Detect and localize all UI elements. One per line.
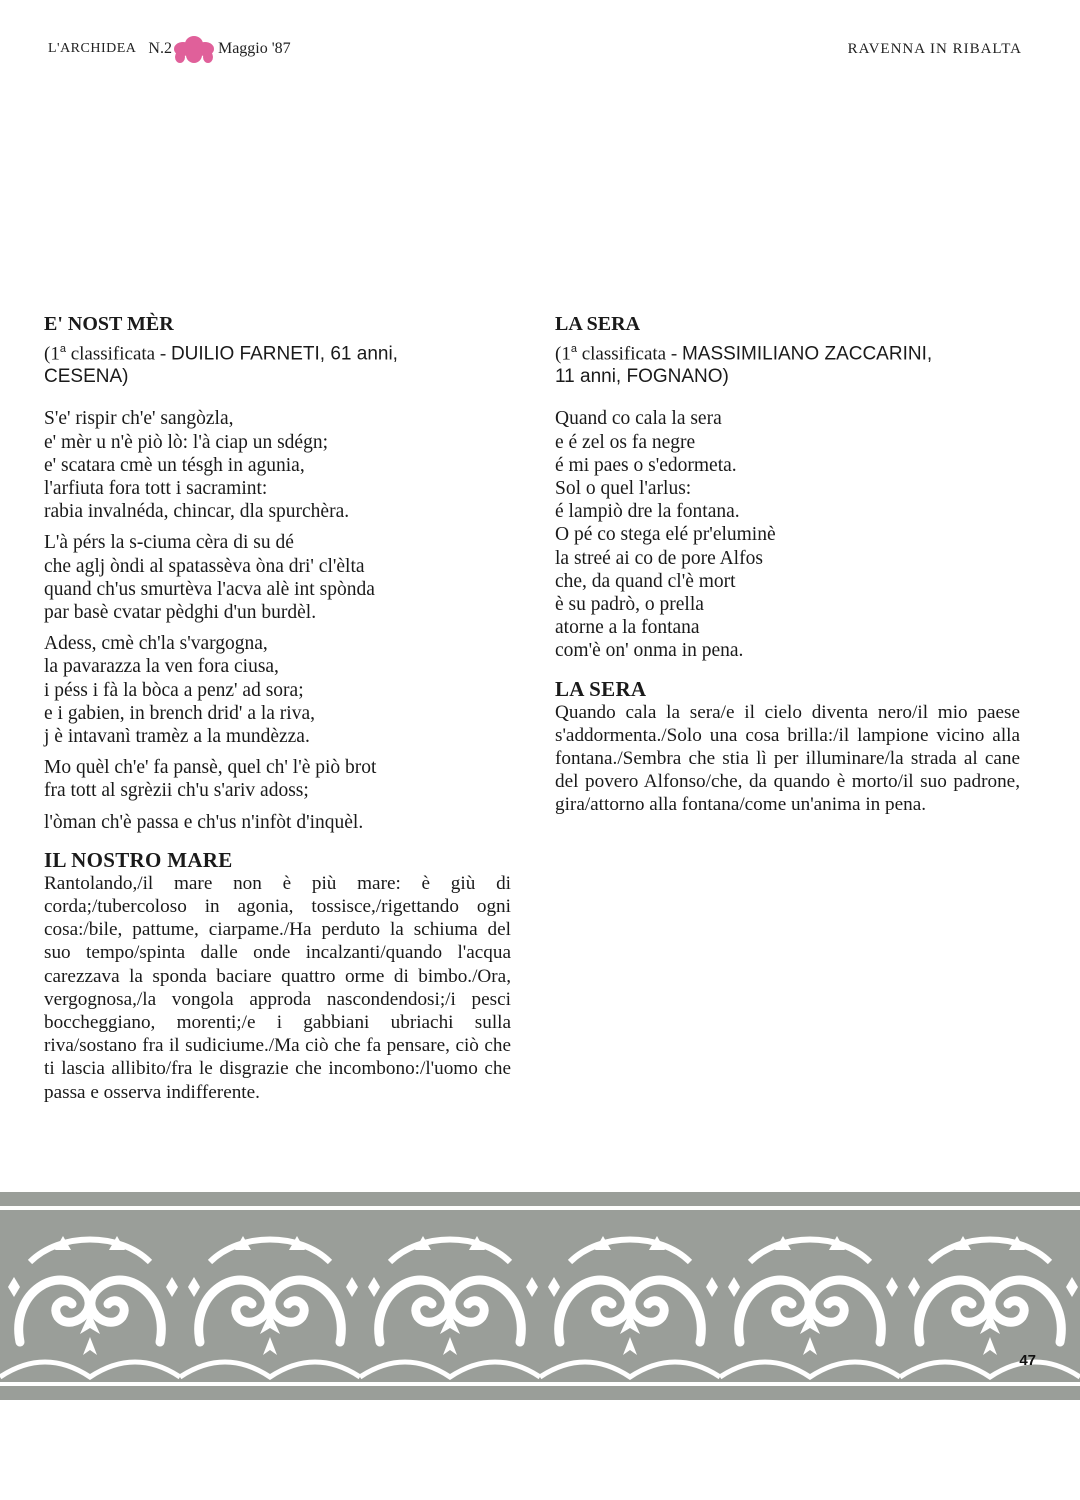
poem-stanza (44, 531, 511, 624)
poem-line: Sol o quel l'arlus: (555, 477, 692, 499)
poem-line: Quand co cala la sera (555, 408, 722, 430)
poem-line: è su padrò, o prella (555, 593, 704, 615)
poem-line: e é zel os fa negre (555, 431, 696, 453)
left-column (44, 312, 511, 1104)
poem-line: e' mèr u n'è piò lò: l'à ciap un sdégn; (44, 431, 329, 453)
poem-stanza (44, 811, 511, 834)
magazine-name: L'ARCHIDEA (48, 41, 137, 56)
poem-credit: (1$^a$ classificata - MASSIMILIANO ZACCARINI, 11 anni, FOGNANO) (555, 343, 933, 388)
poem-line: fra tott al sgrèzii ch'u s'ariv adoss; (44, 780, 309, 802)
poem-stanza (44, 407, 511, 523)
issue-date: Maggio '87 (217, 40, 291, 57)
right-column (555, 312, 1020, 817)
poem-stanza (555, 407, 1020, 662)
poem-line: O pé co stega elé pr'eluminè (555, 524, 776, 546)
section-title: RAVENNA IN RIBALTA (847, 41, 1022, 57)
translation-title: IL NOSTRO MARE (44, 847, 233, 872)
poem-line: che, da quand cl'è mort (555, 570, 736, 592)
poem-line: Adess, cmè ch'la s'vargogna, (44, 633, 268, 655)
poem-line: e' scatara cmè un tésgh in agunia, (44, 454, 305, 476)
poem-title: E' NOST MÈR (44, 313, 174, 335)
poem-text (555, 407, 1020, 662)
poem-line: j è intavanì tramèz a la mundèzza. (44, 725, 310, 747)
poem-line: é lampiò dre la fontana. (555, 501, 740, 523)
poem-line: la streé ai co de pore Alfos (555, 547, 763, 569)
ornamental-border (0, 1192, 1080, 1400)
poem-line: che aglj òndi al spatassèva òna dri' cl'èlta (44, 555, 365, 577)
translation-title: LA SERA (555, 676, 647, 701)
poem-text (44, 407, 511, 833)
page-number: 47 (1019, 1352, 1036, 1369)
orchid-logo-icon (172, 34, 216, 64)
poem-line: rabia invalnéda, chincar, dla spurchèra. (44, 501, 350, 523)
poem-credit: (1$^a$ classificata - DUILIO FARNETI, 61 anni, CESENA) (44, 343, 398, 388)
issue-number: N.2 (148, 40, 172, 57)
poem-line: com'è on' onma in pena. (555, 640, 744, 662)
poem-line: par basè cvatar pèdghi d'un burdèl. (44, 601, 317, 623)
poem-stanza (44, 632, 511, 748)
poem-line: L'à pérs la s-ciuma cèra di su dé (44, 532, 294, 554)
poem-line: la pavarazza la ven fora ciusa, (44, 656, 279, 678)
poem-line: S'e' rispir ch'e' sangòzla, (44, 408, 234, 430)
poem-title: LA SERA (555, 313, 641, 335)
poem-line: i péss i fà la bòca a penz' ad sora; (44, 679, 304, 701)
translation-text: Rantolando,/il mare non è più mare: è giù di corda;/tubercoloso in agonia, tossisce,/rigettando ogni cosa:/bile, pattume, ciarpame./Ha perduto la schiuma del suo tempo/spinta dalle onde incalzanti/quando l'acqua carezzava la sponda baciare quattro orme di bimbo./Ora, vergognosa,/la vongola approda nascondendosi;/i pesci boccheggiano, morenti;/e i gabbiani ubriachi sulla riva/sostano fra il sudiciume./Ma ciò che fa pensare, ciò che ti lascia allibito/fra le disgrazie che incombono:/l'uomo che passa e osserva indifferente. (44, 872, 511, 1103)
poem-line: l'arfiuta fora tott i sacramint: (44, 477, 268, 499)
poem-line: atorne a la fontana (555, 617, 700, 639)
poem-line: quand ch'us smurtèva l'acva alè int spònda (44, 578, 375, 600)
page-header (48, 34, 291, 64)
poem-line: l'òman ch'è passa e ch'us n'infòt d'inquèl. (44, 811, 364, 833)
translation-text: Quando cala la sera/e il cielo diventa nero/il mio paese s'addormenta./Solo una cosa brilla:/il lampione vicino alla fontana./Sembra che stia lì per illuminare/la strada al cane del povero Alfonso/che, da quando è morto/il suo padrone, gira/attorno alla fontana/come un'anima in pena. (555, 701, 1020, 816)
poem-line: Mo quèl ch'e' fa pansè, quel ch' l'è piò brot (44, 757, 377, 779)
poem-stanza (44, 756, 511, 802)
poem-line: e i gabien, in brench drid' a la riva, (44, 702, 315, 724)
poem-line: é mi paes o s'edormeta. (555, 454, 737, 476)
